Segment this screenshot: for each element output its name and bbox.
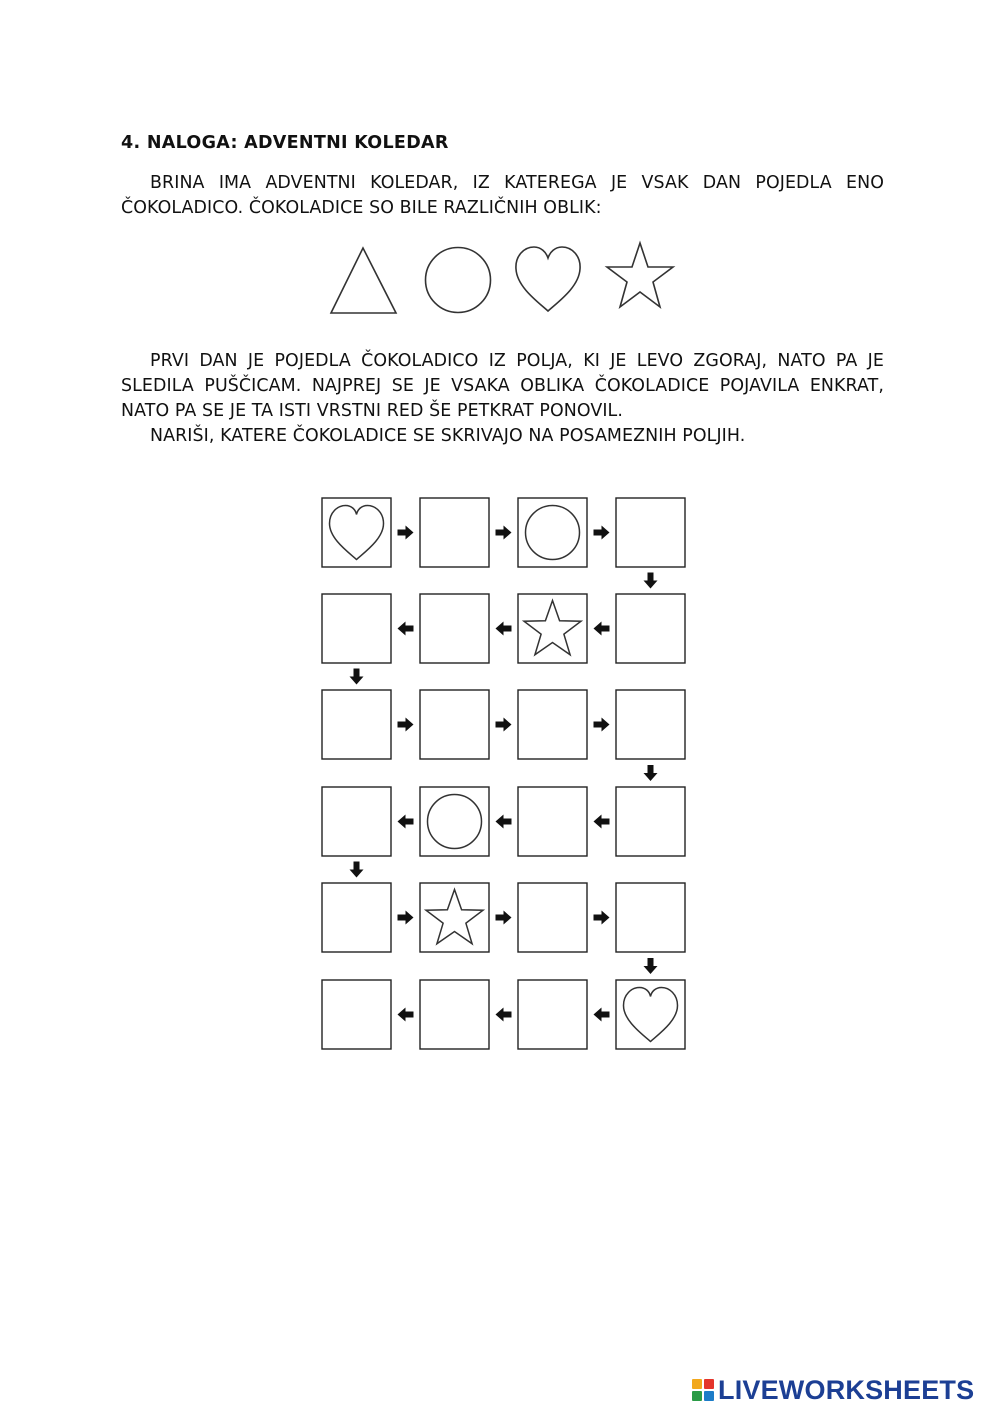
calendar-cell[interactable] xyxy=(322,980,391,1049)
arrow-right-icon xyxy=(496,911,512,925)
cell-box[interactable] xyxy=(518,980,587,1049)
calendar-cell[interactable] xyxy=(616,787,685,856)
calendar-cell[interactable] xyxy=(420,883,489,952)
cell-box[interactable] xyxy=(616,594,685,663)
calendar-cell[interactable] xyxy=(420,594,489,663)
calendar-cell[interactable] xyxy=(616,594,685,663)
calendar-cell[interactable] xyxy=(322,594,391,663)
cell-box[interactable] xyxy=(420,980,489,1049)
task-title: 4. NALOGA: ADVENTNI KOLEDAR xyxy=(121,133,449,153)
arrow-right-icon xyxy=(594,911,610,925)
calendar-cell[interactable] xyxy=(616,690,685,759)
calendar-cell[interactable] xyxy=(518,498,587,567)
calendar-cell[interactable] xyxy=(322,690,391,759)
calendar-cell[interactable] xyxy=(518,883,587,952)
calendar-cell[interactable] xyxy=(322,498,391,567)
cell-box[interactable] xyxy=(518,498,587,567)
arrow-down-icon xyxy=(644,765,658,781)
calendar-cell[interactable] xyxy=(518,787,587,856)
arrow-left-icon xyxy=(496,1008,512,1022)
arrow-right-icon xyxy=(398,911,414,925)
calendar-cell[interactable] xyxy=(616,883,685,952)
cell-box[interactable] xyxy=(616,787,685,856)
instructions-text-2: NARIŠI, KATERE ČOKOLADICE SE SKRIVAJO NA POSAMEZNIH POLJIH. xyxy=(150,426,746,446)
cell-box[interactable] xyxy=(322,883,391,952)
arrow-left-icon xyxy=(398,815,414,829)
liveworksheets-logo xyxy=(692,1374,974,1406)
cell-box[interactable] xyxy=(518,594,587,663)
calendar-cell[interactable] xyxy=(420,787,489,856)
cell-box[interactable] xyxy=(420,498,489,567)
logo-mark-icon xyxy=(692,1379,714,1401)
arrow-down-icon xyxy=(350,862,364,878)
cell-box[interactable] xyxy=(322,690,391,759)
cell-box[interactable] xyxy=(518,883,587,952)
cell-box[interactable] xyxy=(616,690,685,759)
arrow-right-icon xyxy=(496,526,512,540)
calendar-cell[interactable] xyxy=(616,980,685,1049)
arrow-left-icon xyxy=(594,622,610,636)
arrow-right-icon xyxy=(496,718,512,732)
calendar-cell[interactable] xyxy=(518,690,587,759)
logo-text: LIVEWORKSHEETS xyxy=(718,1374,975,1405)
arrow-left-icon xyxy=(594,815,610,829)
cell-box[interactable] xyxy=(322,787,391,856)
cell-box[interactable] xyxy=(322,980,391,1049)
arrow-down-icon xyxy=(350,669,364,685)
cell-box[interactable] xyxy=(420,594,489,663)
intro-text: BRINA IMA ADVENTNI KOLEDAR, IZ KATEREGA JE VSAK DAN POJEDLA ENO ČOKOLADICO. ČOKOLADICE SO BILE RAZLIČNIH OBLIK: xyxy=(121,173,884,218)
arrow-left-icon xyxy=(496,622,512,636)
arrow-right-icon xyxy=(398,526,414,540)
cell-box[interactable] xyxy=(420,883,489,952)
cell-box[interactable] xyxy=(420,690,489,759)
arrow-down-icon xyxy=(644,958,658,974)
cell-box[interactable] xyxy=(616,498,685,567)
calendar-cell[interactable] xyxy=(616,498,685,567)
arrow-left-icon xyxy=(398,1008,414,1022)
arrow-down-icon xyxy=(644,573,658,589)
calendar-cell[interactable] xyxy=(322,883,391,952)
calendar-cell[interactable] xyxy=(322,787,391,856)
cell-box[interactable] xyxy=(420,787,489,856)
instructions-text-1: PRVI DAN JE POJEDLA ČOKOLADICO IZ POLJA, KI JE LEVO ZGORAJ, NATO PA JE SLEDILA PUŠČICAM. NAJPREJ SE JE VSAKA OBLIKA ČOKOLADICE POJAVILA ENKRAT, NATO PA SE JE TA ISTI VRSTNI RED ŠE PETKRAT PONOVIL. xyxy=(121,351,884,421)
arrow-right-icon xyxy=(398,718,414,732)
calendar-cell[interactable] xyxy=(518,980,587,1049)
cell-box[interactable] xyxy=(518,690,587,759)
cell-box[interactable] xyxy=(616,883,685,952)
cell-box[interactable] xyxy=(518,787,587,856)
arrow-left-icon xyxy=(496,815,512,829)
calendar-cell[interactable] xyxy=(518,594,587,663)
arrow-left-icon xyxy=(594,1008,610,1022)
calendar-cell[interactable] xyxy=(420,690,489,759)
cell-box[interactable] xyxy=(322,594,391,663)
calendar-cell[interactable] xyxy=(420,980,489,1049)
arrow-right-icon xyxy=(594,718,610,732)
calendar-cell[interactable] xyxy=(420,498,489,567)
arrow-right-icon xyxy=(594,526,610,540)
arrow-left-icon xyxy=(398,622,414,636)
